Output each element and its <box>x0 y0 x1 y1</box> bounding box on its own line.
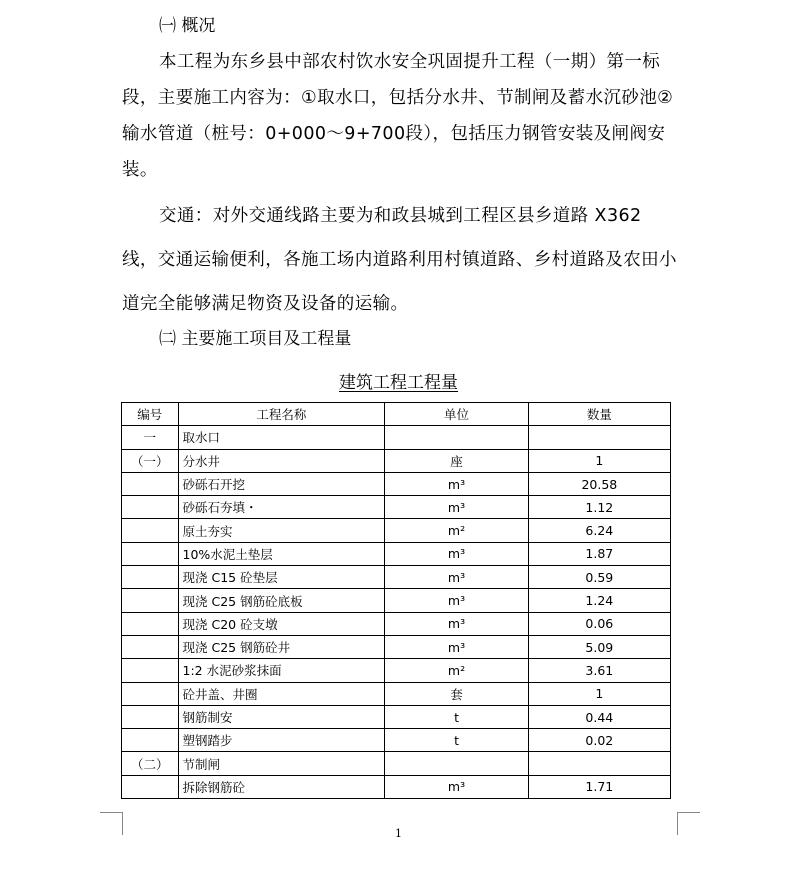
row-item-name: 现浇 C25 钢筋砼底板 <box>178 589 385 612</box>
table-title: 建筑工程工程量 <box>339 373 458 393</box>
row-quantity: 0.59 <box>528 566 670 589</box>
row-item-name: 拆除钢筋砼 <box>178 775 385 798</box>
row-number <box>122 659 179 682</box>
table-row <box>122 566 671 589</box>
table-row <box>122 426 671 449</box>
row-number: 一 <box>122 426 179 449</box>
row-item-name: 现浇 C25 钢筋砼井 <box>178 635 385 658</box>
row-quantity: 5.09 <box>528 635 670 658</box>
table-row <box>122 682 671 705</box>
row-number <box>122 635 179 658</box>
row-unit: t <box>385 705 528 728</box>
table-row <box>122 705 671 728</box>
table-row <box>122 729 671 752</box>
overview-paragraph: 本工程为东乡县中部农村饮水安全巩固提升工程（一期）第一标段，主要施工内容为：①取水口，包括分水井、节制闸及蓄水沉砂池②输水管道（桩号：0+000～9+700段），包括压力钢管安装及闸阀安装。 <box>122 52 674 180</box>
quantity-table <box>121 402 671 799</box>
row-quantity: 0.02 <box>528 729 670 752</box>
row-unit <box>385 752 528 775</box>
row-number <box>122 612 179 635</box>
row-item-name: 10%水泥土垫层 <box>178 542 385 565</box>
row-quantity: 0.06 <box>528 612 670 635</box>
row-unit: m³ <box>385 472 528 495</box>
row-quantity: 1.24 <box>528 589 670 612</box>
row-quantity <box>528 752 670 775</box>
row-unit: m² <box>385 659 528 682</box>
row-item-name: 砂砾石开挖 <box>178 472 385 495</box>
table-row <box>122 519 671 542</box>
section-heading-items: ㈡ 主要施工项目及工程量 <box>159 329 352 349</box>
row-unit: m³ <box>385 566 528 589</box>
row-unit: m² <box>385 519 528 542</box>
row-number <box>122 472 179 495</box>
row-item-name: 砂砾石夯填・ <box>178 496 385 519</box>
row-quantity: 1 <box>528 682 670 705</box>
row-item-name: 分水井 <box>178 449 385 472</box>
row-number <box>122 519 179 542</box>
table-row <box>122 612 671 635</box>
table-row <box>122 589 671 612</box>
row-number <box>122 729 179 752</box>
row-number: （一） <box>122 449 179 472</box>
row-quantity: 1.87 <box>528 542 670 565</box>
table-row <box>122 496 671 519</box>
row-item-name: 原土夯实 <box>178 519 385 542</box>
row-number <box>122 542 179 565</box>
row-item-name: 取水口 <box>178 426 385 449</box>
row-unit: m³ <box>385 775 528 798</box>
table-row <box>122 542 671 565</box>
row-unit: m³ <box>385 542 528 565</box>
row-quantity: 1 <box>528 449 670 472</box>
row-number <box>122 705 179 728</box>
row-quantity: 0.44 <box>528 705 670 728</box>
row-number <box>122 682 179 705</box>
row-item-name: 节制闸 <box>178 752 385 775</box>
row-unit: 套 <box>385 682 528 705</box>
row-quantity <box>528 426 670 449</box>
row-number <box>122 566 179 589</box>
row-unit: m³ <box>385 635 528 658</box>
row-quantity: 1.71 <box>528 775 670 798</box>
section-heading-overview: ㈠ 概况 <box>159 16 216 36</box>
row-number <box>122 496 179 519</box>
row-item-name: 砼井盖、井圈 <box>178 682 385 705</box>
header-item-name: 工程名称 <box>178 403 385 426</box>
row-number: （二） <box>122 752 179 775</box>
table-row <box>122 635 671 658</box>
row-quantity: 1.12 <box>528 496 670 519</box>
row-number <box>122 589 179 612</box>
header-number: 编号 <box>122 403 179 426</box>
row-unit: m³ <box>385 612 528 635</box>
row-unit <box>385 426 528 449</box>
row-unit: t <box>385 729 528 752</box>
row-item-name: 现浇 C20 砼支墩 <box>178 612 385 635</box>
table-row <box>122 752 671 775</box>
row-unit: m³ <box>385 496 528 519</box>
table-row <box>122 659 671 682</box>
table-row <box>122 775 671 798</box>
row-unit: 座 <box>385 449 528 472</box>
row-item-name: 钢筋制安 <box>178 705 385 728</box>
row-quantity: 3.61 <box>528 659 670 682</box>
row-item-name: 1:2 水泥砂浆抹面 <box>178 659 385 682</box>
row-quantity: 6.24 <box>528 519 670 542</box>
header-quantity: 数量 <box>528 403 670 426</box>
row-item-name: 塑钢踏步 <box>178 729 385 752</box>
row-quantity: 20.58 <box>528 472 670 495</box>
row-number <box>122 775 179 798</box>
row-unit: m³ <box>385 589 528 612</box>
table-row <box>122 472 671 495</box>
table-header-row <box>122 403 671 426</box>
traffic-paragraph: 交通：对外交通线路主要为和政县城到工程区县乡道路 X362 线，交通运输便利，各施工场内道路利用村镇道路、乡村道路及农田小道完全能够满足物资及设备的运输。 <box>122 206 677 314</box>
page-number: 1 <box>395 827 402 840</box>
row-item-name: 现浇 C15 砼垫层 <box>178 566 385 589</box>
header-unit: 单位 <box>385 403 528 426</box>
table-row <box>122 449 671 472</box>
